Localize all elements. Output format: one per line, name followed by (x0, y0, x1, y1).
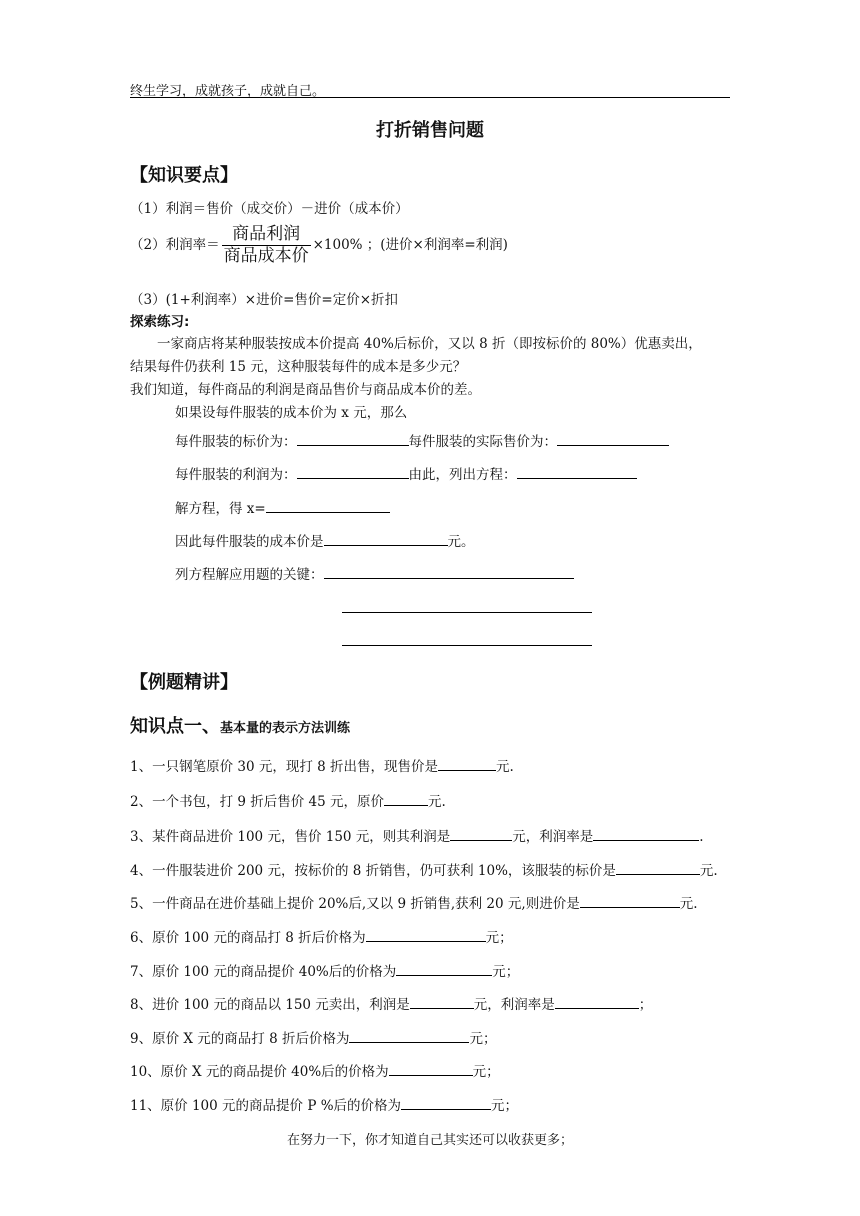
header-rule (130, 97, 730, 98)
exercise-10-unit: 元； (472, 1064, 500, 1080)
equation-blank[interactable] (517, 464, 637, 479)
exercise-7 (130, 960, 519, 980)
exercise-10 (130, 1060, 500, 1080)
profit-blank[interactable] (297, 464, 409, 479)
knowledge-item-2-prefix: （2）利润率＝ (130, 236, 220, 253)
exercise-8 (130, 993, 652, 1013)
exercise-11 (130, 1094, 518, 1114)
key-blank-2[interactable] (342, 612, 592, 613)
explore-q4b: 元。 (447, 534, 475, 550)
solution-blank[interactable] (266, 498, 390, 513)
exercise-1-unit: 元. (496, 759, 514, 775)
exercise-11-blank[interactable] (401, 1095, 491, 1110)
exercise-8-blank-2[interactable] (555, 994, 639, 1009)
exercise-8-blank-1[interactable] (410, 994, 474, 1009)
explore-q4 (175, 530, 475, 550)
footer-text: 在努力一下，你才知道自己其实还可以收获更多； (286, 1133, 573, 1148)
exercise-4-blank[interactable] (616, 860, 700, 875)
exercise-7-blank[interactable] (396, 961, 492, 976)
exercise-11-text: 11、原价 100 元的商品提价 P %后的价格为 (130, 1098, 402, 1114)
knowledge-item-2 (130, 226, 508, 265)
exercise-9-blank[interactable] (349, 1028, 469, 1043)
exercise-4 (130, 859, 718, 879)
exercise-8-end: ； (638, 997, 653, 1013)
exercise-9-unit: 元； (469, 1031, 497, 1047)
explore-q2a: 每件服装的利润为： (175, 467, 297, 483)
explore-para-1b: 结果每件仍获利 15 元，这种服装每件的成本是多少元？ (130, 359, 467, 375)
exercise-2-unit: 元. (428, 794, 446, 810)
exercise-1-text: 1、一只钢笔原价 30 元，现打 8 折出售，现售价是 (130, 759, 439, 775)
exercise-10-text: 10、原价 X 元的商品提价 40%后的价格为 (130, 1064, 389, 1080)
exercise-5-text: 5、一件商品在进价基础上提价 20%后,又以 9 折销售,获利 20 元,则进价是 (130, 896, 580, 912)
exercise-2-blank[interactable] (384, 791, 428, 806)
exercise-3 (130, 825, 704, 845)
exercise-7-unit: 元； (492, 964, 520, 980)
fraction-denominator: 商品成本价 (223, 246, 309, 266)
explore-q3-text: 解方程，得 x= (175, 501, 266, 517)
exercise-3-mid: 元，利润率是 (512, 829, 594, 845)
knowledge-item-3: （3）(1+利润率）×进价=售价=定价×折扣 (130, 292, 399, 308)
knowledge-point-1-label: 知识点一、 (130, 716, 220, 737)
exercise-5-unit: 元. (679, 896, 698, 912)
exercise-4-unit: 元. (699, 863, 718, 879)
explore-q1 (175, 430, 669, 450)
exercise-8-mid: 元，利润率是 (473, 997, 555, 1013)
knowledge-item-1: （1）利润＝售价（成交价）－进价（成本价） (130, 201, 409, 217)
exercise-6-blank[interactable] (366, 927, 486, 942)
profit-rate-fraction (222, 226, 311, 265)
cost-price-blank[interactable] (324, 531, 448, 546)
explore-q0: 如果设每件服装的成本价为 x 元，那么 (175, 405, 408, 421)
key-blank-1[interactable] (324, 564, 574, 579)
exercise-2 (130, 790, 446, 810)
exercise-3-text: 3、某件商品进价 100 元，售价 150 元，则其利润是 (130, 829, 451, 845)
actual-price-blank[interactable] (557, 431, 669, 446)
exercise-3-end: . (699, 829, 704, 845)
knowledge-heading: 【知识要点】 (130, 165, 238, 186)
exercise-6-text: 6、原价 100 元的商品打 8 折后价格为 (130, 930, 366, 946)
exercise-1 (130, 755, 514, 775)
explore-q2 (175, 463, 637, 483)
fraction-numerator: 商品利润 (222, 226, 311, 246)
explore-para-1a: 一家商店将某种服装按成本价提高 40%后标价，又以 8 折（即按标价的 80%）优惠卖出， (157, 336, 702, 352)
explore-q3 (175, 497, 390, 517)
explore-heading: 探索练习: (130, 314, 190, 330)
exercise-5-blank[interactable] (580, 893, 680, 908)
exercise-3-blank-2[interactable] (593, 826, 699, 841)
header-motto: 终生学习，成就孩子，成就自己。 (130, 84, 326, 99)
explore-q2b: 由此，列出方程： (408, 467, 517, 483)
knowledge-point-1-title: 基本量的表示方法训练 (220, 721, 351, 736)
exercise-7-text: 7、原价 100 元的商品提价 40%后的价格为 (130, 964, 397, 980)
exercise-3-blank-1[interactable] (450, 826, 512, 841)
exercise-9 (130, 1027, 496, 1047)
exercise-9-text: 9、原价 X 元的商品打 8 折后价格为 (130, 1031, 350, 1047)
explore-q5 (175, 563, 574, 583)
examples-heading: 【例题精讲】 (130, 672, 238, 693)
exercise-10-blank[interactable] (389, 1061, 473, 1076)
explore-q5-text: 列方程解应用题的关键： (175, 567, 324, 583)
key-blank-3[interactable] (342, 645, 592, 646)
exercise-5 (130, 892, 698, 912)
knowledge-item-2-suffix: ×100% ；(进价×利润率=利润) (312, 236, 508, 253)
explore-q4a: 因此每件服装的成本价是 (175, 534, 324, 550)
page-title: 打折销售问题 (376, 120, 484, 141)
explore-para-2: 我们知道，每件商品的利润是商品售价与商品成本价的差。 (130, 382, 481, 398)
exercise-4-text: 4、一件服装进价 200 元，按标价的 8 折销售，仍可获利 10%，该服装的标价是 (130, 863, 616, 879)
knowledge-point-1 (130, 712, 350, 738)
explore-q1a: 每件服装的标价为： (175, 434, 297, 450)
exercise-6-unit: 元； (485, 930, 513, 946)
exercise-11-unit: 元； (491, 1098, 519, 1114)
marked-price-blank[interactable] (297, 431, 409, 446)
explore-q1b: 每件服装的实际售价为： (408, 434, 557, 450)
exercise-2-text: 2、一个书包，打 9 折后售价 45 元，原价 (130, 794, 385, 810)
exercise-1-blank[interactable] (438, 756, 496, 771)
exercise-6 (130, 926, 513, 946)
exercise-8-text: 8、进价 100 元的商品以 150 元卖出，利润是 (130, 997, 410, 1013)
